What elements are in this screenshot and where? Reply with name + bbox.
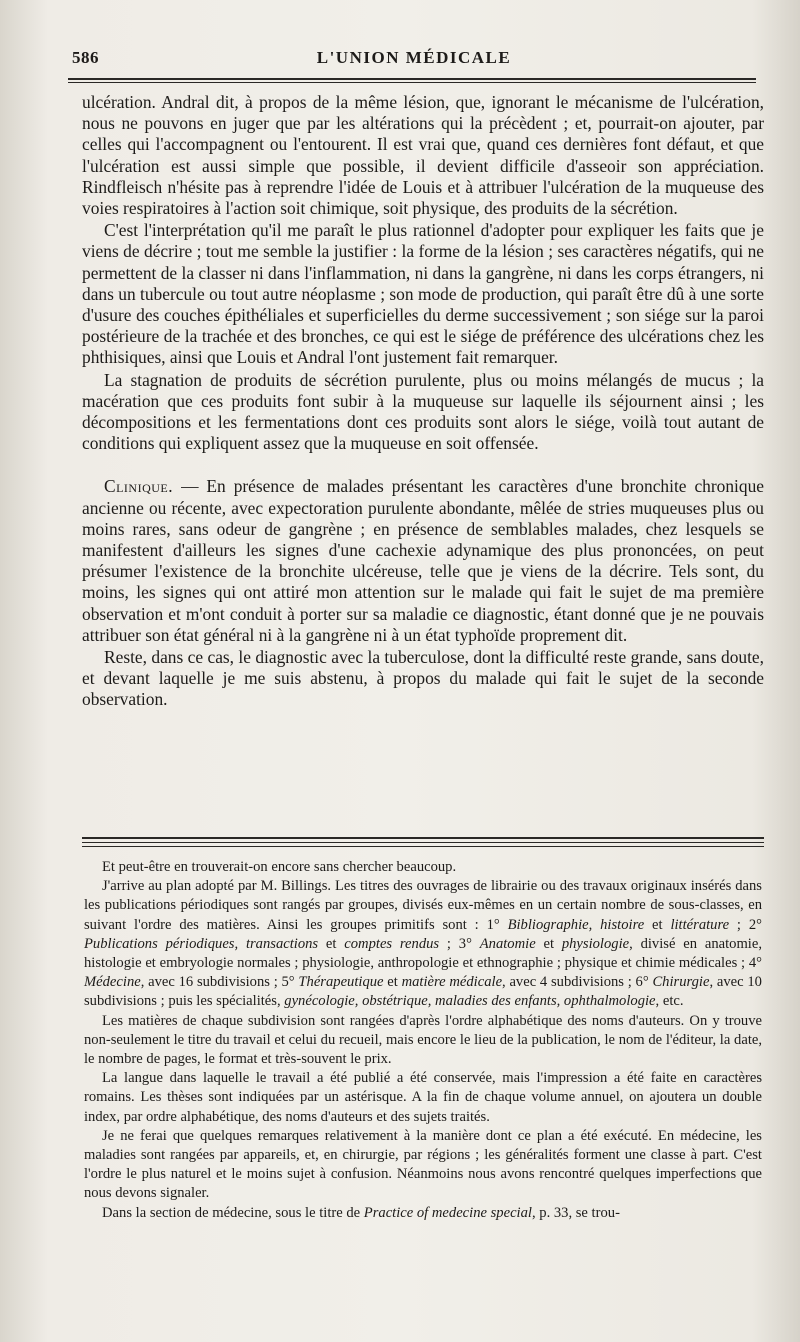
note-italic: littérature — [670, 916, 730, 933]
page-number: 586 — [72, 48, 99, 67]
note-text: , avec 10 subdivisions ; puis les spécialités, — [84, 974, 762, 1010]
main-text — [82, 92, 764, 712]
note-italic: gynécologie, obstétrique, maladies des enfants, ophthalmologie — [284, 993, 656, 1010]
section-rule — [82, 837, 764, 839]
note-text: , p. 33, se trou- — [531, 1204, 620, 1221]
note-text: ; 2° — [729, 916, 762, 933]
note-italic: matière médicale — [401, 974, 503, 991]
note-paragraph-3: Les matières de chaque subdivision sont rangées d'après l'ordre alphabétique des noms d'auteurs. On y trouve non-seulement le titre du travail et celui du recueil, mais encore le lieu de la publication, le nom de l'éditeur, la date, le nombre de pages, le format et très-souvent le prix. — [84, 1012, 762, 1068]
note-italic: physiologie — [561, 935, 630, 952]
running-title: L'UNION MÉDICALE — [316, 48, 512, 67]
note-text: ; 3° — [439, 935, 480, 952]
note-text: , divisé en anatomie, histologie et embryologie normales ; physiologie, anthropologie et ethnographie ; physique et chimie médicales ; 4° — [84, 935, 762, 972]
note-italic: Chirurgie — [652, 974, 710, 991]
paragraph-clinique — [82, 476, 764, 646]
note-text: et — [383, 974, 402, 991]
note-text: et — [535, 935, 562, 952]
page-header — [68, 44, 760, 74]
note-text: et — [318, 935, 345, 952]
note-text: , avec 4 subdivisions ; 6° — [502, 974, 653, 991]
note-italic: Bibliographie, histoire — [507, 916, 645, 933]
section-label-clinique: Clinique. — [104, 476, 174, 497]
note-italic: Practice of medecine special — [363, 1204, 532, 1221]
note-italic: Publications périodiques, transactions — [84, 935, 319, 952]
section-rule-thin-2 — [82, 846, 764, 847]
note-paragraph-5: Je ne ferai que quelques remarques relativement à la manière dont ce plan a été exécuté. En médecine, les maladies sont rangées par appareils, et, en chirurgie, par régions ; les généralités forment une classe à part. C'est l'ordre le plus naturel et le moins sujet à confusion. Néanmoins nous avons rencontré quelques imperfections que nous devons signaler. — [84, 1127, 762, 1202]
note-italic: Anatomie — [479, 935, 536, 952]
note-text: J'arrive au plan adopté par M. Billings. Les titres des ouvrages de librairie ou des travaux originaux insérés dans les publications périodiques sont rangés par groupes, divisés eux-mêmes en un certain nombre de sous-classes, en suivant l'ordre des matières. Ainsi les groupes primitifs sont : 1° — [84, 878, 762, 933]
paragraph-interpretation: C'est l'interprétation qu'il me paraît le plus rationnel d'adopter pour expliquer les faits que je viens de décrire ; tout me semble la justifier : la forme de la lésion ; ses caractères négatifs, qui ne permettent de la classer ni dans l'inflammation, ni dans la gangrène, ni dans les corps étrangers, ni dans un tubercule ou tout autre néoplasme ; son mode de production, qui paraît être dû à une sorte d'usure des couches épithéliales et superficielles du derme successivement ; son siége sur la paroi postérieure de la trachée et des bronches, ce qui est le siége de préférence des ulcérations chez les phthisiques, ainsi que Louis et Andral l'ont justement fait remarquer. — [82, 220, 764, 368]
note-italic: Thérapeutique — [298, 974, 384, 991]
note-text: , etc. — [655, 993, 684, 1010]
note-paragraph-6 — [84, 1204, 762, 1223]
note-paragraph-1: Et peut-être en trouverait-on encore sans chercher beaucoup. — [102, 859, 457, 875]
note-text: , avec 16 subdivisions ; 5° — [140, 974, 299, 991]
note-paragraph-2 — [84, 877, 762, 1011]
paragraph-clinique-text: — En présence de malades présentant les caractères d'une bronchite chronique ancienne ou récente, avec expectoration purulente abondante, mêlée de stries muqueuses plus ou moins rares, sans odeur de gangrène ; en présence de semblables malades, chez lesquels se manifestent d'ailleurs les signes d'une cachexie adynamique des plus prononcées, on peut présumer l'existence de la bronchite ulcéreuse, telle que je viens de la décrire. Tels sont, du moins, les signes qui ont attiré mon attention sur le malade qui fait le sujet de ma première observation et m'ont conduit à porter sur sa maladie ce diagnostic, étant donné que je ne pouvais attribuer son état général ni à la gangrène ni à un état typhoïde proprement dit. — [82, 476, 764, 645]
paragraph-diagnostic: Reste, dans ce cas, le diagnostic avec la tuberculose, dont la difficulté reste grande, sans doute, et devant laquelle je me suis abstenu, à propos du malade qui fait le sujet de la seconde observation. — [82, 647, 764, 710]
note-paragraph-4: La langue dans laquelle le travail a été publié a été conservée, mais l'impression a été faite en caractères romains. Les thèses sont indiquées par un astérisque. A la fin de chaque volume annuel, on ajoutera un double index, par ordre alphabétique, des noms d'auteurs et des sujets traités. — [84, 1070, 762, 1125]
note-italic: comptes rendus — [344, 935, 440, 952]
header-rule-thin — [68, 82, 756, 83]
paragraph-stagnation: La stagnation de produits de sécrétion purulente, plus ou moins mélangés de mucus ; la macération que ces produits font subir à la muqueuse sur laquelle ils séjournent ainsi ; les décompositions et les fermentations dont ces produits sont alors le siége, voilà tout autant de conditions qui expliquent assez que la muqueuse en soit offensée. — [82, 369, 764, 454]
note-text: et — [644, 916, 671, 933]
section-rule-thin — [82, 842, 764, 843]
note-text: Dans la section de médecine, sous le titre de — [102, 1204, 364, 1221]
header-rule — [68, 78, 756, 80]
note-italic: Médecine — [84, 974, 141, 991]
feuilleton-text — [84, 858, 762, 1223]
paragraph-ulceration: ulcération. Andral dit, à propos de la même lésion, que, ignorant le mécanisme de l'ulcération, nous ne pouvons en juger que par les altérations qui la précèdent ; et, pourrait-on ajouter, par celles qui l'accompagnent ou l'entourent. Il est vrai que, quand ces dernières font défaut, et que l'ulcération est aussi simple que possible, il devient difficile d'asseoir son appréciation. Rindfleisch n'hésite pas à reprendre l'idée de Louis et à attribuer l'ulcération de la muqueuse des voies respiratoires à l'action soit chimique, soit physique, des produits de la sécrétion. — [82, 92, 764, 219]
